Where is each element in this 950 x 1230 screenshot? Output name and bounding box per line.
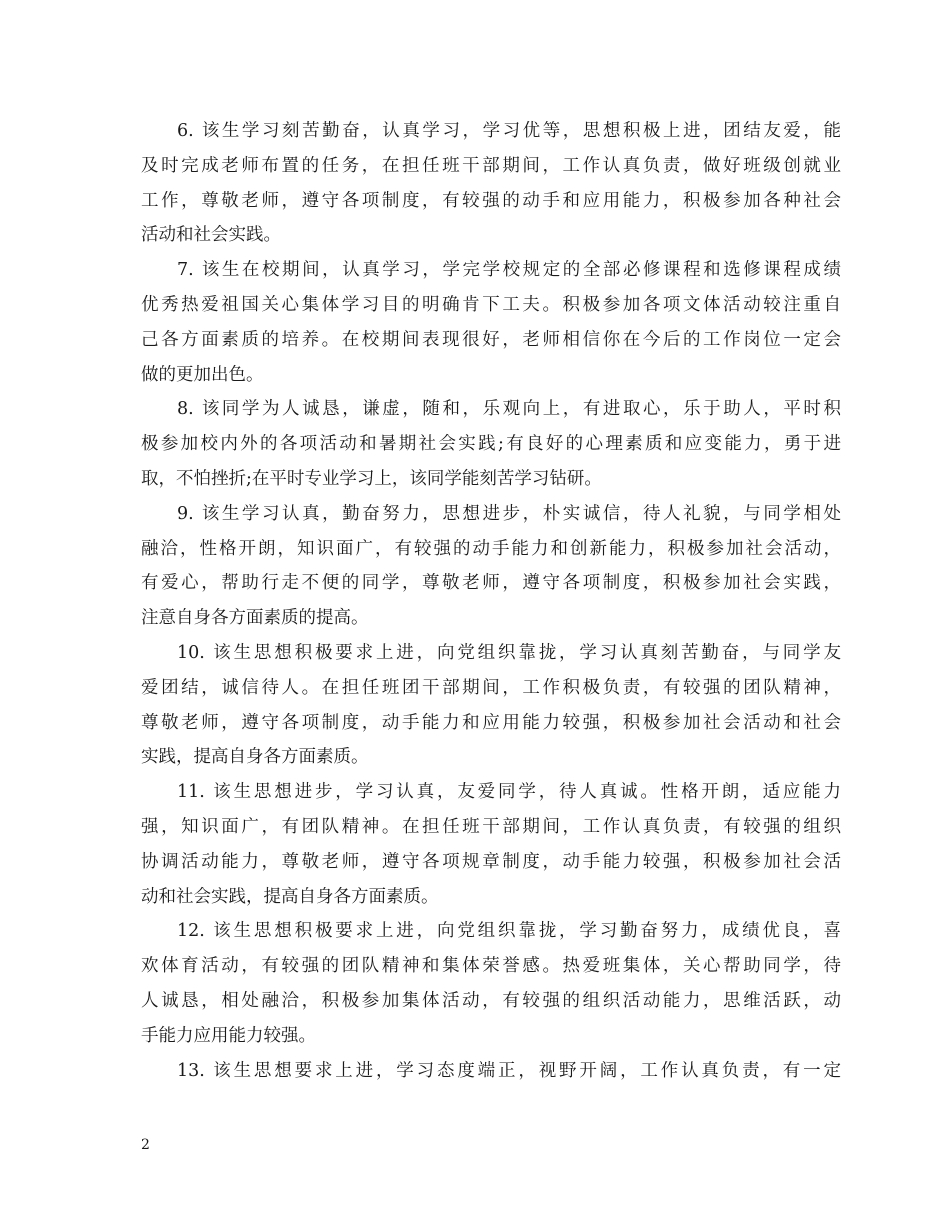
paragraph-11-line-2: 强，知识面广，有团队精神。在担任班干部期间，工作认真负责，有较强的组织 xyxy=(141,816,841,837)
document-body xyxy=(141,114,841,1088)
paragraph-12-line-1: 12. 该生思想积极要求上进，向党组织靠拢，学习勤奋努力，成绩优良，喜 xyxy=(177,921,841,942)
paragraph-7-line-1: 7. 该生在校期间，认真学习，学完学校规定的全部必修课程和选修课程成绩 xyxy=(177,260,841,281)
paragraph-6-line-1: 6. 该生学习刻苦勤奋，认真学习，学习优等，思想积极上进，团结友爱，能 xyxy=(177,121,841,141)
paragraph-11-line-4: 动和社会实践，提高自身各方面素质。 xyxy=(141,886,439,907)
paragraph-10-line-2: 爱团结，诚信待人。在担任班团干部期间，工作积极负责，有较强的团队精神， xyxy=(141,677,841,698)
paragraph-8-line-1: 8. 该同学为人诚恳，谦虚，随和，乐观向上，有进取心，乐于助人，平时积 xyxy=(177,399,841,420)
paragraph-7-line-2: 优秀热爱祖国关心集体学习目的明确肯下工夫。积极参加各项文体活动较注重自 xyxy=(141,294,841,315)
paragraph-10-line-1: 10. 该生思想积极要求上进，向党组织靠拢，学习认真刻苦勤奋，与同学友 xyxy=(177,642,841,663)
paragraph-12-line-3: 人诚恳，相处融洽，积极参加集体活动，有较强的组织活动能力，思维活跃，动 xyxy=(141,990,841,1011)
paragraph-10-line-4: 实践，提高自身各方面素质。 xyxy=(141,747,369,768)
paragraph-8-line-3: 取，不怕挫折;在平时专业学习上，该同学能刻苦学习钻研。 xyxy=(141,468,602,489)
paragraph-6-line-4: 活动和社会实践。 xyxy=(141,225,281,246)
paragraph-12-line-4: 手能力应用能力较强。 xyxy=(141,1025,316,1046)
paragraph-9-line-2: 融洽，性格开朗，知识面广，有较强的动手能力和创新能力，积极参加社会活动， xyxy=(141,538,841,559)
paragraph-7-line-4: 做的更加出色。 xyxy=(141,364,264,385)
paragraph-6-line-2: 及时完成老师布置的任务，在担任班干部期间，工作认真负责，做好班级创就业 xyxy=(141,155,841,176)
paragraph-10-line-3: 尊敬老师，遵守各项制度，动手能力和应用能力较强，积极参加社会活动和社会 xyxy=(141,712,841,733)
paragraph-7-line-3: 己各方面素质的培养。在校期间表现很好，老师相信你在今后的工作岗位一定会 xyxy=(141,329,841,350)
paragraph-13-line-1: 13. 该生思想要求上进，学习态度端正，视野开阔，工作认真负责，有一定 xyxy=(177,1060,841,1081)
paragraph-9-line-4: 注意自身各方面素质的提高。 xyxy=(141,608,369,629)
page-number: 2 xyxy=(141,1137,150,1153)
paragraph-6-line-3: 工作，尊敬老师，遵守各项制度，有较强的动手和应用能力，积极参加各种社会 xyxy=(141,190,841,211)
paragraph-11-line-1: 11. 该生思想进步，学习认真，友爱同学，待人真诚。性格开朗，适应能力 xyxy=(177,782,841,803)
paragraph-12-line-2: 欢体育活动，有较强的团队精神和集体荣誉感。热爱班集体，关心帮助同学，待 xyxy=(141,956,841,977)
paragraph-11-line-3: 协调活动能力，尊敬老师，遵守各项规章制度，动手能力较强，积极参加社会活 xyxy=(141,851,841,872)
paragraph-8-line-2: 极参加校内外的各项活动和暑期社会实践;有良好的心理素质和应变能力，勇于进 xyxy=(141,434,841,455)
paragraph-9-line-3: 有爱心，帮助行走不便的同学，尊敬老师，遵守各项制度，积极参加社会实践， xyxy=(141,573,841,594)
paragraph-9-line-1: 9. 该生学习认真，勤奋努力，思想进步，朴实诚信，待人礼貌，与同学相处 xyxy=(177,503,841,524)
